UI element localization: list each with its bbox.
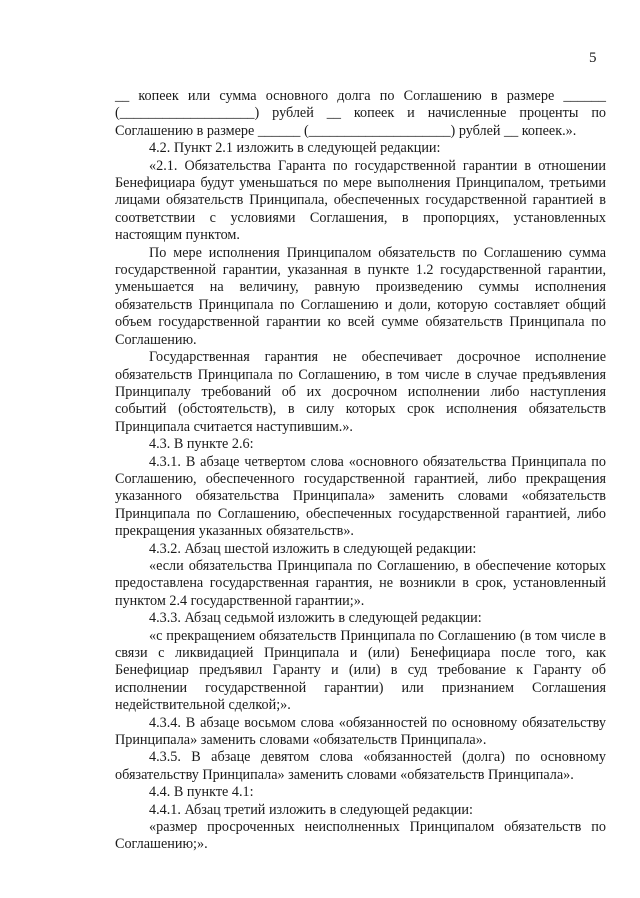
paragraph-clause-4-3-1: 4.3.1. В абзаце четвертом слова «основного обязательства Принципала по Соглашению, обеспеченного государственной гарантией, либо прекращения указанного обязательства Принципала» заменить словами «обязательств Принципала по Соглашению, обеспеченных государственной гарантией, либо прекращения указанных обязательств». bbox=[115, 453, 606, 540]
paragraph-continuation: __ копеек или сумма основного долга по Соглашению в размере ______ (___________________) рублей __ копеек и начисленные проценты по Соглашению в размере ______ (____________________) рублей __ копеек.». bbox=[115, 88, 606, 139]
paragraph-clause-4-3-2-text: «если обязательства Принципала по Соглашению, в обеспечение которых предоставлена государственная гарантия, не возникли в срок, установленный пунктом 2.4 государственной гарантии;». bbox=[115, 557, 606, 609]
paragraph-clause-4-3-4: 4.3.4. В абзаце восьмом слова «обязанностей по основному обязательству Принципала» заменить словами «обязательств Принципала». bbox=[115, 714, 606, 749]
paragraph-early-performance: Государственная гарантия не обеспечивает досрочное исполнение обязательств Принципала по Соглашению, в том числе в случае предъявления Принципалу требований об их досрочном исполнении либо наступления событий (обстоятельств), в силу которых срок исполнения обязательств Принципала считается наступившим.». bbox=[115, 349, 606, 435]
paragraph-clause-4-2: 4.2. Пункт 2.1 изложить в следующей редакции: bbox=[149, 140, 441, 157]
page-number: 5 bbox=[589, 50, 597, 66]
paragraph-clause-2-1-text: «2.1. Обязательства Гаранта по государственной гарантии в отношении Бенефициара будут уменьшаться по мере выполнения Принципалом, третьими лицами обязательств Принципала, обеспеченных государственной гарантией в соответствии с условиями Соглашения, в пропорциях, установленных настоящим пунктом. bbox=[115, 157, 606, 244]
paragraph-clause-4-4: 4.4. В пункте 4.1: bbox=[149, 784, 254, 801]
paragraph-clause-4-4-1-text: «размер просроченных неисполненных Принципалом обязательств по Соглашению;». bbox=[115, 819, 606, 853]
paragraph-clause-4-3-2: 4.3.2. Абзац шестой изложить в следующей редакции: bbox=[149, 540, 477, 557]
paragraph-clause-4-4-1: 4.4.1. Абзац третий изложить в следующей редакции: bbox=[149, 801, 473, 818]
paragraph-clause-4-3-3-text: «с прекращением обязательств Принципала по Соглашению (в том числе в связи с ликвидацией Принципала и (или) Бенефициара после того, как Бенефициар предъявил Гаранту и (или) в суд требование к Гаранту об исполнении государственной гарантии) или признанием Соглашения недействительной сделкой;». bbox=[115, 627, 606, 714]
paragraph-clause-4-3: 4.3. В пункте 2.6: bbox=[149, 436, 254, 453]
paragraph-guarantee-reduction: По мере исполнения Принципалом обязательств по Соглашению сумма государственной гарантии, указанная в пункте 1.2 государственной гарантии, уменьшается на величину, равную произведению суммы исполнения обязательств Принципала по Соглашению и доли, которую составляет общий объем государственной гарантии ко всей сумме обязательств Принципала по Соглашению. bbox=[115, 244, 606, 348]
paragraph-clause-4-3-5: 4.3.5. В абзаце девятом слова «обязанностей (долга) по основному обязательству Принципала» заменить словами «обязательств Принципала». bbox=[115, 749, 606, 783]
paragraph-clause-4-3-3: 4.3.3. Абзац седьмой изложить в следующей редакции: bbox=[149, 610, 482, 627]
document-body bbox=[115, 88, 606, 854]
